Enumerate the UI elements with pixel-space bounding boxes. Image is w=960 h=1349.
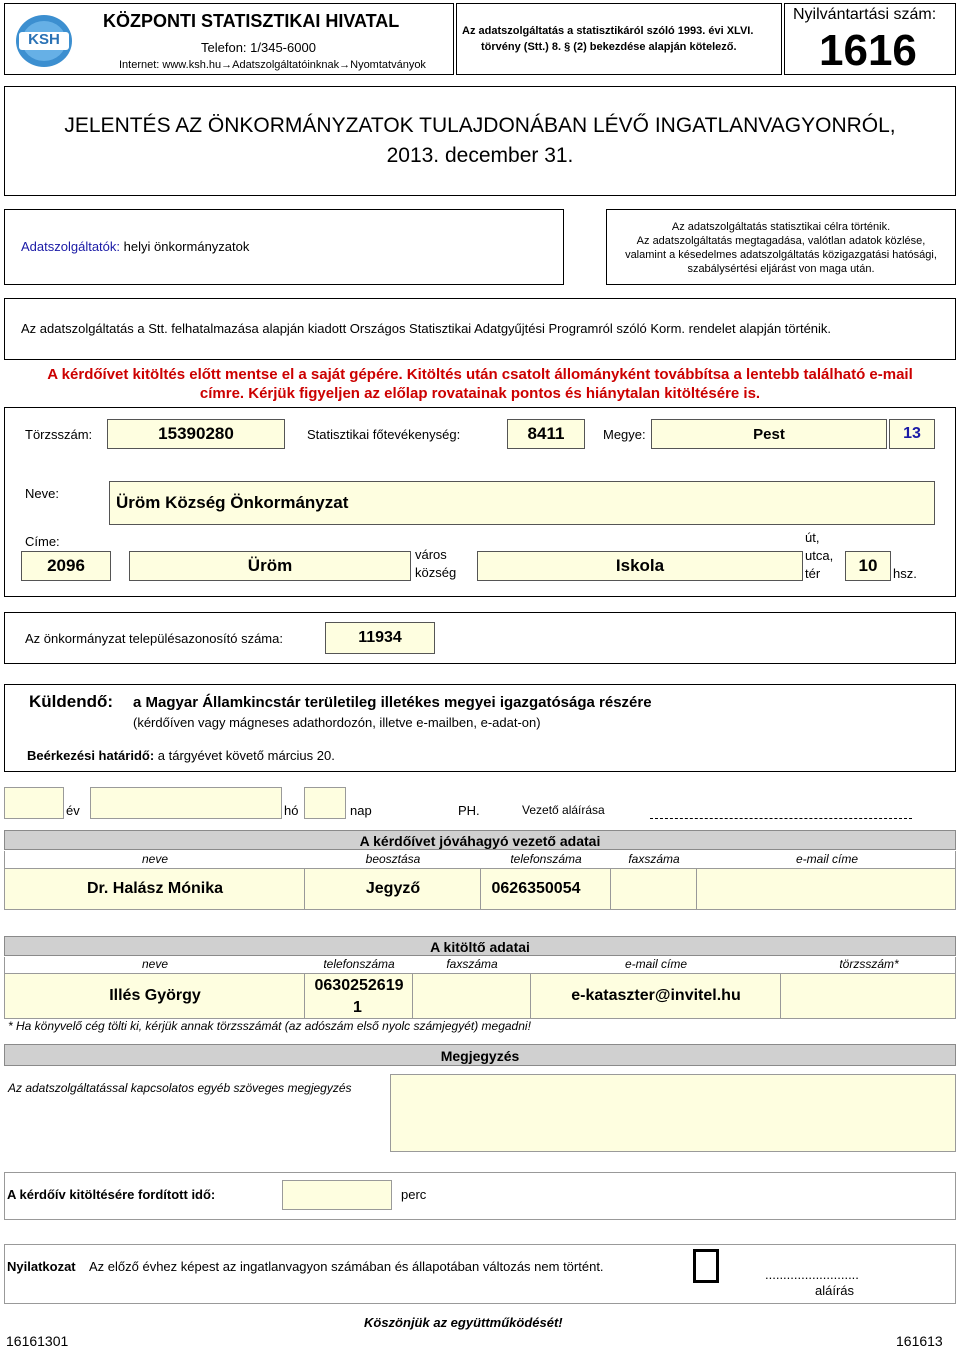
arrow-icon: → xyxy=(221,59,233,71)
time-field[interactable] xyxy=(282,1180,392,1210)
send-label: Küldendő: xyxy=(29,692,114,711)
send-block xyxy=(4,684,956,772)
zip-field[interactable]: 2096 xyxy=(21,551,111,581)
county-label: Megye: xyxy=(603,427,646,442)
providers-value: helyi önkormányzatok xyxy=(123,239,250,254)
approver-row xyxy=(4,868,956,910)
torzsszam-field[interactable]: 15390280 xyxy=(107,419,285,449)
house-number-field[interactable]: 10 xyxy=(845,551,891,581)
declaration-checkbox[interactable] xyxy=(693,1249,719,1283)
ksh-logo xyxy=(13,12,75,70)
notice-line-3: valamint a késedelmes adatszolgáltatás közigazgatási hatósági, xyxy=(625,249,937,261)
house-suffix: hsz. xyxy=(893,566,917,581)
page-title-line-1: JELENTÉS AZ ÖNKORMÁNYZATOK TULAJDONÁBAN LÉVŐ INGATLANVAGYONRÓL, xyxy=(64,114,896,137)
filler-email[interactable]: e-kataszter@invitel.hu xyxy=(571,987,741,1004)
footer-code-right: 161613 xyxy=(896,1333,943,1349)
footer-code-left: 16161301 xyxy=(6,1333,69,1349)
ph-label: PH. xyxy=(458,803,480,818)
warning-line-2: címre. Kérjük figyeljen az előlap rovatainak pontos és hiánytalan kitöltésére is. xyxy=(199,385,761,402)
approver-phone[interactable]: 0626350054 xyxy=(491,880,581,897)
filler-col-reg: törzsszám* xyxy=(839,957,899,971)
filler-header-row xyxy=(4,957,956,973)
filler-title-bar xyxy=(4,936,956,956)
notice-line-1: Az adatszolgáltatás statisztikai célra történik. xyxy=(671,221,891,233)
leader-sign-label: Vezető aláírása xyxy=(522,803,605,817)
activity-field[interactable]: 8411 xyxy=(507,419,585,449)
approver-col-name: neve xyxy=(141,852,169,866)
time-block xyxy=(4,1172,956,1220)
deadline-label: Beérkezési határidő: xyxy=(27,748,155,763)
notes-title: Megjegyzés xyxy=(440,1048,520,1064)
law-line-2: törvény (Stt.) 8. § (2) bekezdése alapján kötelező. xyxy=(481,41,737,53)
arrow-icon: → xyxy=(339,59,351,71)
org-phone: Telefon: 1/345-6000 xyxy=(201,40,316,55)
declaration-label: Nyilatkozat xyxy=(7,1259,76,1274)
notes-field[interactable] xyxy=(390,1074,956,1152)
nav-adatszolgaltatoinknak[interactable]: Adatszolgáltatóinknak xyxy=(232,59,340,71)
street-type-2: utca, xyxy=(805,548,834,563)
approver-title: A kérdőívet jóváhagyó vezető adatai xyxy=(359,833,601,849)
time-unit: perc xyxy=(401,1187,427,1202)
notice-line-2: Az adatszolgáltatás megtagadása, valótlan adatok közlése, xyxy=(636,235,926,247)
org-name: KÖZPONTI STATISZTIKAI HIVATAL xyxy=(103,11,400,31)
filler-col-name: neve xyxy=(141,957,169,971)
header-reg-block xyxy=(784,3,956,75)
declaration-dots: .......................... xyxy=(765,1267,859,1282)
law-line-1: Az adatszolgáltatás a statisztikáról szóló 1993. évi XLVI. xyxy=(462,25,754,37)
notice-line-4: szabálysértési eljárást von maga után. xyxy=(687,263,875,275)
deadline-value: a tárgyévet követő március 20. xyxy=(157,748,335,763)
filler-col-email: e-mail címe xyxy=(624,957,687,971)
approver-col-fax: faxszáma xyxy=(628,852,680,866)
filler-col-phone: telefonszáma xyxy=(323,957,395,971)
name-label: Neve: xyxy=(25,486,59,501)
approver-col-phone: telefonszáma xyxy=(510,852,582,866)
street-type-1: út, xyxy=(805,530,820,545)
ident-block xyxy=(4,407,956,597)
send-line-1: a Magyar Államkincstár területileg illetékes megyei igazgatósága részére xyxy=(133,694,652,711)
settlement-block xyxy=(4,612,956,664)
reg-label: Nyilvántartási szám: xyxy=(793,6,937,23)
day-field[interactable] xyxy=(304,787,346,819)
declaration-text: Az előző évhez képest az ingatlanvagyon számában és állapotában változás nem történt. xyxy=(89,1259,604,1274)
approver-title-bar xyxy=(4,830,956,850)
filler-col-fax: faxszáma xyxy=(446,957,498,971)
month-label: hó xyxy=(284,803,299,818)
city-type-2: község xyxy=(415,565,457,580)
city-type-1: város xyxy=(415,547,447,562)
warning-line-1: A kérdőívet kitöltés előtt mentse el a saját gépére. Kitöltés után csatolt állományként továbbítsa a lentebb található e-mail xyxy=(47,366,913,383)
filler-footnote: * Ha könyvelő cég tölti ki, kérjük annak törzsszámát (az adószám első nyolc számjegyét) megadni! xyxy=(8,1019,531,1033)
year-field[interactable] xyxy=(4,787,64,819)
title-block xyxy=(4,86,956,196)
header-org-block xyxy=(4,3,454,75)
name-field[interactable] xyxy=(109,481,935,525)
approver-position[interactable]: Jegyző xyxy=(365,880,421,897)
filler-phone-2[interactable]: 1 xyxy=(353,999,362,1016)
settlement-label: Az önkormányzat településazonosító száma: xyxy=(25,631,283,646)
logo-text: KSH xyxy=(28,31,60,48)
year-label: év xyxy=(66,803,80,818)
approver-name[interactable]: Dr. Halász Mónika xyxy=(86,880,224,897)
declaration-sign: aláírás xyxy=(815,1283,855,1298)
internet-text[interactable]: Internet: www.ksh.hu xyxy=(119,59,222,71)
settlement-field[interactable]: 11934 xyxy=(325,622,435,654)
page-title-line-2: 2013. december 31. xyxy=(386,144,574,167)
approver-col-position: beosztása xyxy=(365,852,421,866)
providers-label: Adatszolgáltatók: xyxy=(21,239,121,254)
send-line-2: (kérdőíven vagy mágneses adathordozón, illetve e-mailben, e-adat-on) xyxy=(133,715,541,730)
street-type-3: tér xyxy=(805,566,821,581)
filler-title: A kitöltő adatai xyxy=(430,939,530,955)
activity-label: Statisztikai főtevékenység: xyxy=(307,427,461,442)
approver-col-email: e-mail címe xyxy=(795,852,858,866)
filler-phone-1[interactable]: 0630252619 xyxy=(314,977,404,994)
month-field[interactable] xyxy=(90,787,282,819)
org-internet xyxy=(119,59,426,71)
time-label: A kérdőív kitöltésére fordított idő: xyxy=(7,1187,216,1202)
notice-block xyxy=(606,209,956,285)
county-code-field[interactable]: 13 xyxy=(889,419,935,449)
name-value: Üröm Község Önkormányzat xyxy=(116,493,349,512)
header-law-block xyxy=(456,3,782,75)
filler-row xyxy=(4,973,956,1019)
footer-thanks: Köszönjük az együttműködését! xyxy=(364,1315,563,1330)
leader-sign-line[interactable] xyxy=(650,818,912,819)
basis-text: Az adatszolgáltatás a Stt. felhatalmazása alapján kiadott Országos Statisztikai Adatgyűjtési Programról szóló Korm. rendelet alapján történik. xyxy=(21,321,832,336)
city-field[interactable]: Üröm xyxy=(129,551,411,581)
torzsszam-label: Törzsszám: xyxy=(25,427,93,442)
nav-nyomtatvanyok[interactable]: Nyomtatványok xyxy=(350,59,426,71)
filler-name[interactable]: Illés György xyxy=(109,987,201,1004)
street-field[interactable]: Iskola xyxy=(477,551,803,581)
deadline xyxy=(27,748,335,763)
notes-label: Az adatszolgáltatással kapcsolatos egyéb szöveges megjegyzés xyxy=(8,1081,352,1095)
address-label: Címe: xyxy=(25,534,60,549)
day-label: nap xyxy=(350,803,372,818)
basis-block xyxy=(4,298,956,360)
county-field[interactable]: Pest xyxy=(651,419,887,449)
notes-title-bar xyxy=(4,1044,956,1066)
reg-number: 1616 xyxy=(819,26,917,75)
providers-block xyxy=(4,209,564,285)
approver-header-row xyxy=(4,851,956,868)
declaration-block xyxy=(4,1244,956,1304)
providers xyxy=(21,239,249,254)
